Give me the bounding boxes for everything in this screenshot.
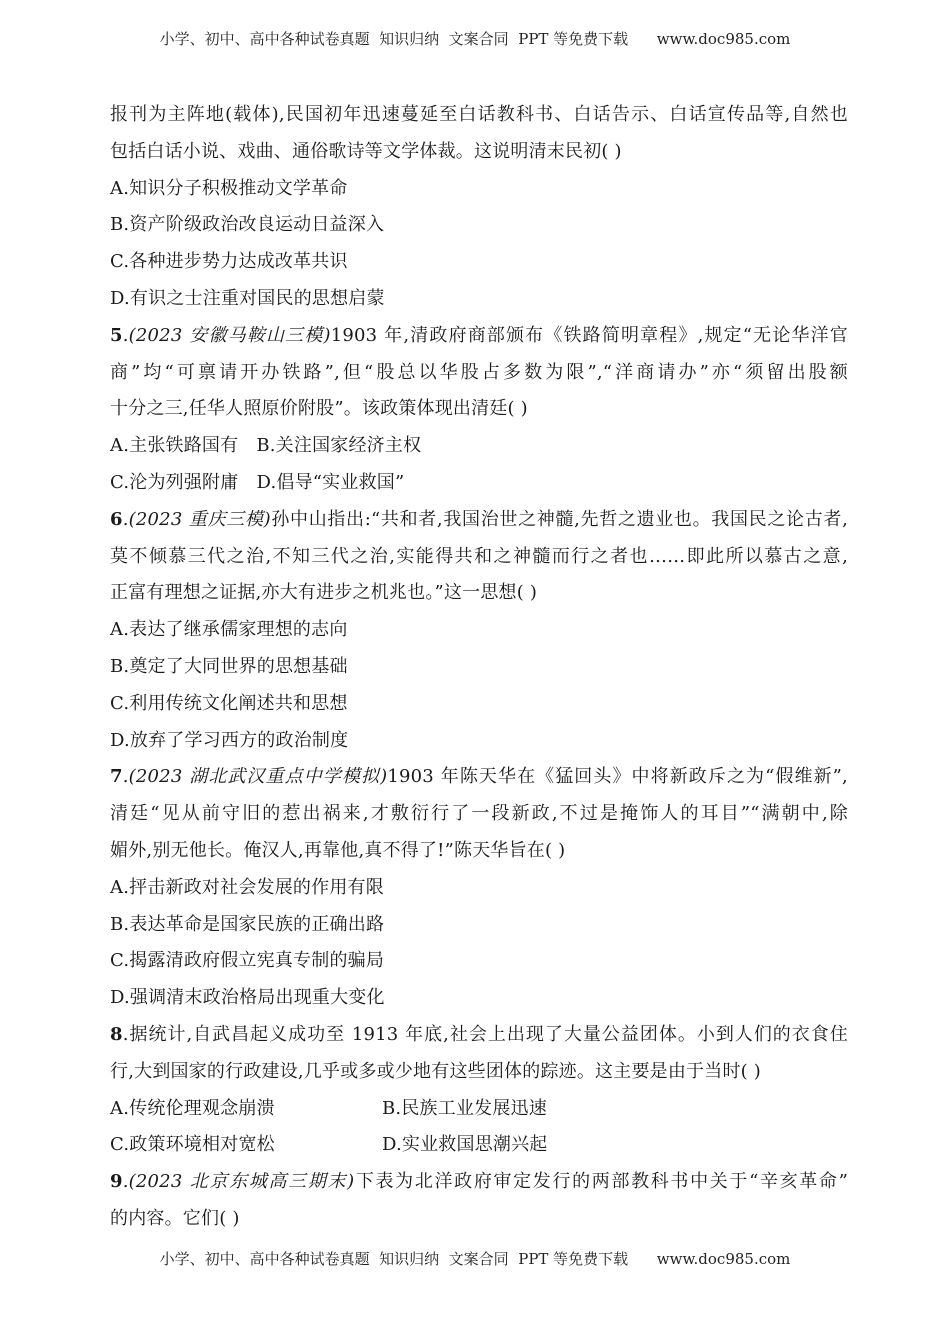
q5-option-a: A.主张铁路国有 — [110, 435, 239, 457]
q8-options-row — [110, 1127, 848, 1164]
q4-option-b: B.资产阶级政治改良运动日益深入 — [110, 214, 385, 236]
q5-stem-line: 商”均“可禀请开办铁路”,但“股总以华股占多数为限”,“洋商请办”亦“须留出股额 — [110, 361, 848, 383]
q5-stem-line: 十分之三,任华人照原价附股”。该政策体现出清廷( ) — [110, 398, 528, 420]
q4-option-c: C.各种进步势力达成改革共识 — [110, 251, 348, 273]
q6-option-d: D.放弃了学习西方的政治制度 — [110, 729, 349, 751]
q4-stem-line: 报刊为主阵地(载体),民国初年迅速蔓延至白话教科书、白话告示、白话宣传品等,自然也 — [110, 104, 848, 125]
q7-stem-line: 媚外,别无他长。俺汉人,再靠他,真不得了!”陈天华旨在( ) — [110, 839, 566, 861]
q9-stem-line — [110, 1164, 848, 1201]
q6-option-a: A.表达了继承儒家理想的志向 — [110, 619, 348, 641]
q6-stem-line: 莫不倾慕三代之治,不知三代之治,实能得共和之神髓而行之者也……即此所以慕古之意, — [110, 545, 848, 567]
q8-option-b: B.民族工业发展迅速 — [382, 1097, 547, 1119]
q7-stem-line — [110, 759, 848, 796]
q8-options-row — [110, 1091, 848, 1128]
q5-stem-line — [110, 318, 848, 355]
q5-stem-text: 1903 年,清政府商部颁布《铁路简明章程》,规定“无论华洋官 — [330, 324, 849, 346]
q7-source: .(2023 湖北武汉重点中学模拟) — [122, 766, 388, 788]
q7-stem-text: 1903 年陈天华在《猛回头》中将新政斥之为“假维新”, — [387, 766, 848, 788]
q8-option-d: D.实业救国思潮兴起 — [382, 1134, 548, 1156]
q9-stem-line: 的内容。它们( ) — [110, 1207, 240, 1229]
q6-stem-text: 孙中山指出:“共和者,我国治世之神髓,先哲之遗业也。我国民之论古者, — [270, 508, 848, 530]
q9-stem-text: 下表为北洋政府审定发行的两部教科书中关于“辛亥革命” — [354, 1171, 848, 1193]
q4-stem-line: 包括白话小说、戏曲、通俗歌诗等文学体裁。这说明清末民初( ) — [110, 140, 622, 162]
page-header-banner: 小学、初中、高中各种试卷真题 知识归纳 文案合同 PPT 等免费下载 www.doc985.com — [159, 30, 791, 48]
q7-option-a: A.抨击新政对社会发展的作用有限 — [110, 876, 384, 898]
q6-option-b: B.奠定了大同世界的思想基础 — [110, 655, 348, 677]
q7-stem-line: 清廷“见从前守旧的惹出祸来,才敷衍行了一段新政,不过是掩饰人的耳目”“满朝中,除 — [110, 803, 848, 825]
q5-source: .(2023 安徽马鞍山三模) — [122, 324, 331, 346]
q5-number: 5 — [110, 324, 123, 346]
question-content — [110, 97, 848, 1238]
q9-source: .(2023 北京东城高三期末) — [122, 1171, 355, 1193]
q8-option-c: C.政策环境相对宽松 — [110, 1134, 275, 1156]
q6-number: 6 — [110, 508, 123, 530]
q6-stem-line: 正富有理想之证据,亦大有进步之机兆也。”这一思想( ) — [110, 582, 538, 604]
q8-stem-text: .据统计,自武昌起义成功至 1913 年底,社会上出现了大量公益团体。小到人们的衣食住 — [122, 1023, 848, 1045]
q8-option-a: A.传统伦理观念崩溃 — [110, 1097, 275, 1119]
q6-source: .(2023 重庆三模) — [122, 508, 271, 530]
q6-option-c: C.利用传统文化阐述共和思想 — [110, 692, 348, 714]
q4-option-d: D.有识之士注重对国民的思想启蒙 — [110, 287, 385, 309]
q7-option-d: D.强调清末政治格局出现重大变化 — [110, 987, 385, 1009]
q5-options-row — [110, 428, 848, 465]
q8-stem-line: 行,大到国家的行政建设,几乎或多或少地有这些团体的踪迹。这主要是由于当时( ) — [110, 1060, 762, 1082]
q5-options-row — [110, 465, 848, 502]
q7-option-b: B.表达革命是国家民族的正确出路 — [110, 913, 385, 935]
q6-stem-line — [110, 502, 848, 539]
q8-stem-line — [110, 1017, 848, 1054]
q8-number: 8 — [110, 1023, 123, 1045]
q5-option-d: D.倡导“实业救国” — [256, 471, 405, 493]
page-footer-banner: 小学、初中、高中各种试卷真题 知识归纳 文案合同 PPT 等免费下载 www.doc985.com — [159, 1250, 791, 1268]
q7-number: 7 — [110, 766, 123, 788]
q5-option-c: C.沦为列强附庸 — [110, 471, 239, 493]
q5-option-b: B.关注国家经济主权 — [256, 435, 422, 457]
q9-number: 9 — [110, 1171, 123, 1193]
q7-option-c: C.揭露清政府假立宪真专制的骗局 — [110, 950, 385, 972]
q4-option-a: A.知识分子积极推动文学革命 — [110, 177, 348, 199]
